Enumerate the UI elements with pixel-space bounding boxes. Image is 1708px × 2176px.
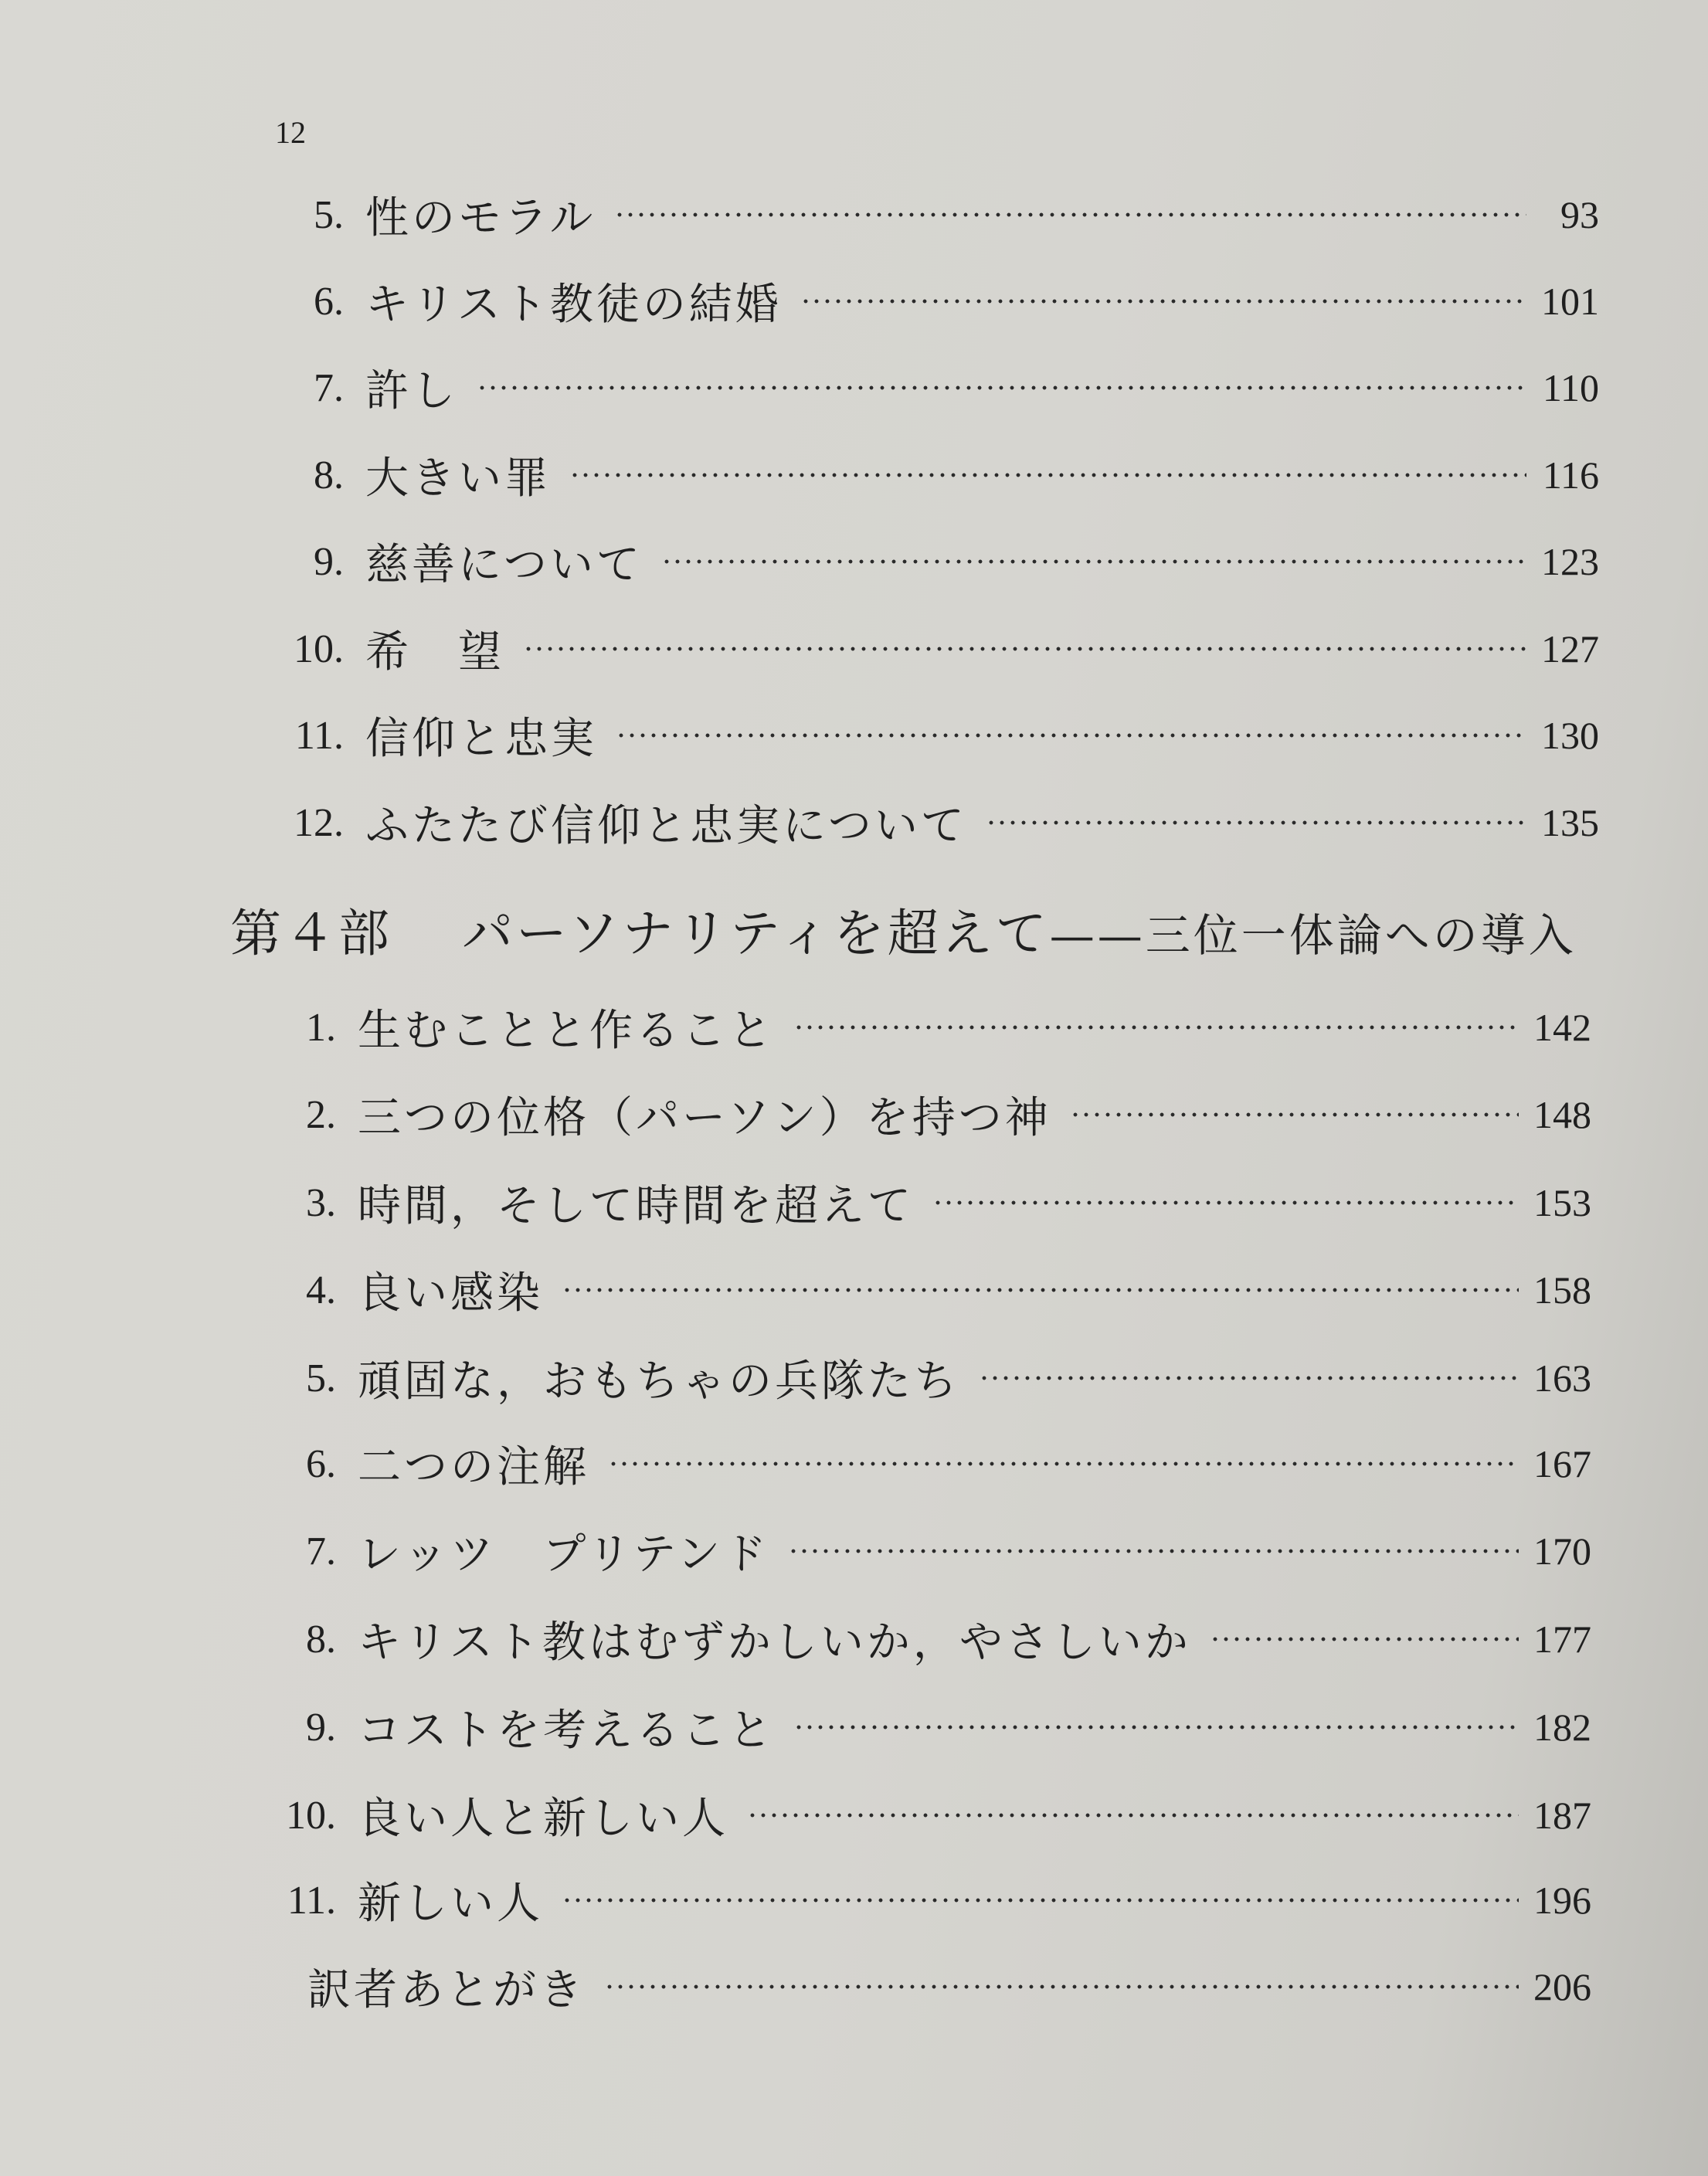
entry-page: 110: [1542, 366, 1599, 409]
dot-leader: [979, 1373, 1519, 1383]
dot-leader: [562, 1285, 1519, 1295]
entry-title: 慈善について: [365, 540, 643, 590]
entry-page: 130: [1541, 714, 1599, 757]
entry-page: 116: [1542, 453, 1599, 497]
entry-page: 153: [1533, 1181, 1591, 1224]
entry-number: 6.: [306, 1441, 336, 1486]
dot-leader: [788, 1546, 1519, 1556]
entry-title: 大きい罪: [365, 453, 551, 504]
toc-entry: [297, 996, 1591, 1058]
toc-entry: [297, 1172, 1591, 1234]
entry-title: 良い感染: [358, 1268, 543, 1319]
entry-number: 6.: [314, 279, 344, 324]
entry-number: 8.: [314, 453, 344, 497]
entry-title: 許し: [365, 366, 458, 416]
entry-page: 177: [1533, 1618, 1591, 1661]
entry-title: 生むことと作ること: [358, 1006, 775, 1056]
toc-entry: [305, 184, 1599, 246]
entry-number: 1.: [306, 1005, 336, 1050]
toc-entry: [297, 1696, 1591, 1758]
dot-leader: [616, 731, 1526, 740]
toc-entry: [297, 1520, 1591, 1582]
toc-entry: [305, 357, 1599, 419]
dot-leader: [747, 1811, 1519, 1820]
entry-title: 良い人と新しい人: [358, 1794, 728, 1844]
entry-page: 182: [1533, 1706, 1591, 1749]
part-label: 第４部: [230, 904, 392, 963]
entry-number: 10.: [294, 626, 344, 671]
entry-number: 7.: [306, 1529, 336, 1573]
entry-page: 187: [1533, 1794, 1591, 1837]
part-subtitle: ——三位一体論への導入: [1049, 909, 1577, 962]
dot-leader: [569, 470, 1526, 480]
dot-leader: [608, 1459, 1519, 1468]
entry-title: 頑固な，おもちゃの兵隊たち: [358, 1356, 960, 1407]
entry-title: 訳者あとがき: [307, 1965, 586, 2015]
toc-entry: [263, 1869, 1591, 1931]
entry-page: 135: [1541, 801, 1599, 844]
entry-page: 127: [1541, 627, 1599, 670]
entry-number: 10.: [286, 1793, 336, 1838]
dot-leader: [477, 383, 1526, 392]
entry-title: 三つの位格（パーソン）を持つ神: [358, 1093, 1051, 1143]
entry-number: 5.: [306, 1356, 336, 1400]
toc-entry: [263, 1784, 1591, 1846]
entry-number: 11.: [287, 1878, 336, 1923]
toc-entry: [297, 1347, 1591, 1409]
entry-page: 206: [1533, 1965, 1591, 2008]
entry-number: 4.: [306, 1268, 336, 1312]
entry-number: 3.: [306, 1180, 336, 1225]
entry-page: 148: [1533, 1093, 1591, 1136]
toc-entry: [274, 704, 1599, 766]
toc-entry: [297, 1608, 1591, 1670]
entry-title: 二つの注解: [358, 1442, 589, 1492]
dot-leader: [1070, 1110, 1519, 1119]
dot-leader: [932, 1198, 1519, 1207]
entry-number: 7.: [314, 365, 344, 410]
entry-title: 新しい人: [358, 1879, 543, 1929]
entry-page: 196: [1533, 1879, 1591, 1922]
entry-number: 9.: [314, 539, 344, 584]
entry-title: 性のモラル: [365, 193, 596, 243]
dot-leader: [793, 1723, 1519, 1732]
entry-title: レッツ プリテンド: [358, 1529, 770, 1580]
entry-number: 2.: [306, 1092, 336, 1137]
toc-entry: [297, 1084, 1591, 1146]
entry-number: 5.: [314, 192, 344, 237]
dot-leader: [661, 557, 1526, 566]
toc-entry: [305, 444, 1599, 506]
part-heading: [230, 892, 1577, 966]
entry-title: コストを考えること: [358, 1706, 775, 1756]
entry-title: 信仰と忠実: [365, 714, 597, 764]
entry-number: 9.: [306, 1705, 336, 1750]
entry-page: 167: [1533, 1442, 1591, 1485]
dot-leader: [562, 1896, 1519, 1905]
entry-page: 142: [1533, 1006, 1591, 1049]
toc-entry: [305, 270, 1599, 332]
dot-leader: [1210, 1635, 1519, 1644]
page-number: 12: [275, 115, 306, 150]
entry-page: 163: [1533, 1356, 1591, 1400]
entry-page: 101: [1541, 280, 1599, 323]
toc-entry: [297, 1259, 1591, 1321]
entry-number: 8.: [306, 1617, 336, 1662]
toc-entry: [274, 792, 1599, 854]
dot-leader: [614, 210, 1526, 219]
dot-leader: [800, 297, 1526, 306]
dot-leader: [523, 644, 1526, 653]
entry-title: ふたたび信仰と忠実について: [365, 801, 967, 851]
entry-page: 123: [1541, 540, 1599, 583]
entry-page: 93: [1560, 193, 1599, 236]
toc-entry-afterword: [307, 1956, 1591, 2018]
entry-title: 時間，そして時間を超えて: [358, 1181, 914, 1231]
toc-entry: [305, 531, 1599, 592]
entry-title: 希 望: [365, 627, 504, 677]
toc-entry: [274, 618, 1599, 680]
entry-number: 11.: [294, 713, 344, 758]
entry-number: 12.: [294, 800, 344, 845]
dot-leader: [986, 818, 1526, 827]
entry-title: キリスト教徒の結婚: [365, 280, 782, 330]
entry-page: 158: [1533, 1268, 1591, 1312]
part-title: パーソナリティを超えて: [461, 904, 1050, 963]
entry-title: キリスト教はむずかしいか，やさしいか: [358, 1618, 1191, 1668]
dot-leader: [604, 1982, 1519, 1991]
entry-page: 170: [1533, 1529, 1591, 1573]
dot-leader: [793, 1023, 1519, 1032]
toc-entry: [297, 1433, 1591, 1495]
